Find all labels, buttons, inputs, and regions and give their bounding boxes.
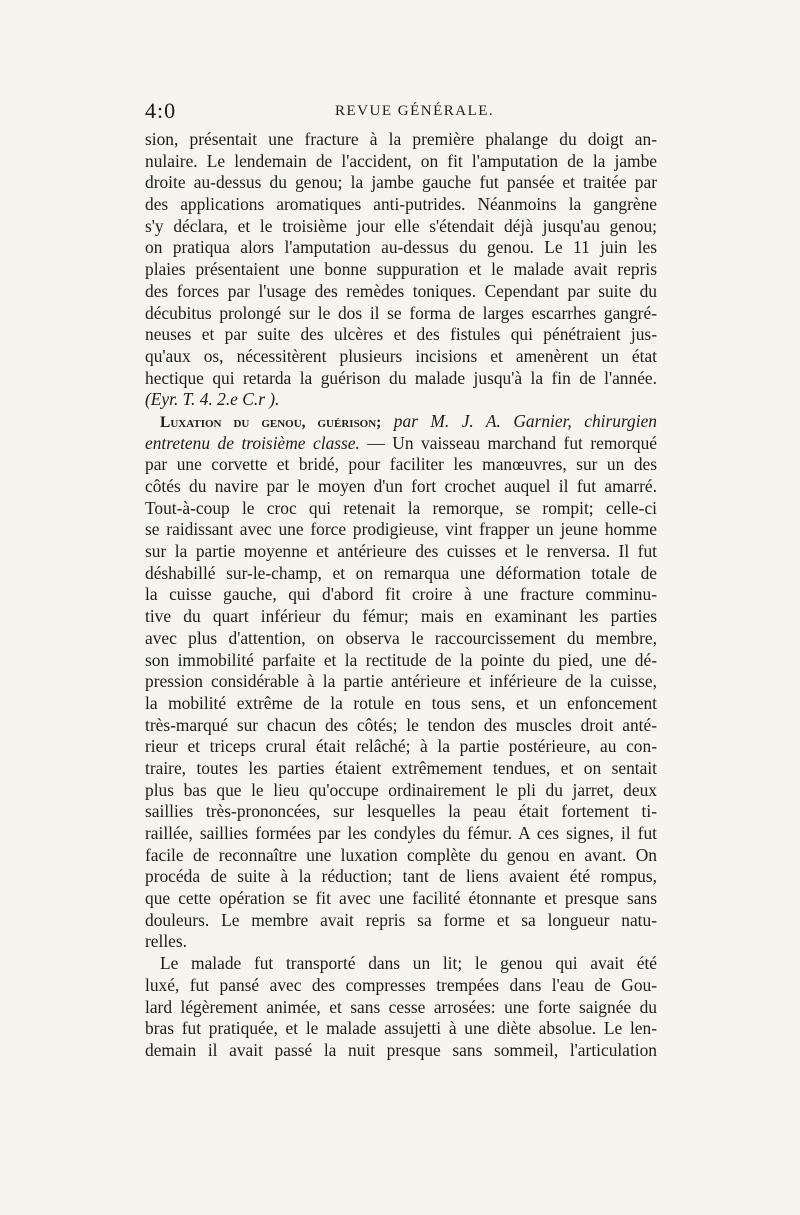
text-line: pression considérable à la partie antérieure et inférieure de la cuisse, [145, 671, 657, 692]
text-line: hectique qui retarda la guérison du malade jusqu'à la fin de l'année. [145, 367, 657, 388]
text-line: lard légèrement animée, et sans cesse arrosées: une forte saignée du [145, 996, 657, 1017]
text-line: demain il avait passé la nuit presque sans sommeil, l'articulation [145, 1039, 657, 1060]
paragraph-start: Le malade fut transporté dans un lit; le genou qui avait été [160, 953, 657, 974]
text-line: par une corvette et bridé, pour faciliter les manœuvres, sur un des [145, 454, 657, 475]
body-text [145, 129, 657, 1062]
text-line: sion, présentait une fracture à la première phalange du doigt an- [145, 129, 657, 149]
text-line: procéda de suite à la réduction; tant de liens avaient été rompus, [145, 866, 657, 887]
page-number: 4:0 [145, 98, 177, 123]
text-line: déshabillé sur-le-champ, et on remarqua une déformation totale de [145, 562, 657, 583]
text-line: on pratiqua alors l'amputation au-dessus du genou. Le 11 juin les [145, 237, 657, 258]
text-line: très-marqué sur chacun des côtés; le tendon des muscles droit anté- [145, 714, 657, 735]
text-line: qu'aux os, nécessitèrent plusieurs incisions et amenèrent un état [145, 345, 657, 366]
text-line: nulaire. Le lendemain de l'accident, on fit l'amputation de la jambe [145, 150, 657, 171]
text-span: — Un vaisseau marchand fut remorqué [359, 432, 657, 453]
text-line: neuses et par suite des ulcères et des fistules qui pénétraient jus- [145, 324, 657, 345]
text-line: rieur et triceps crural était relâché; à la partie postérieure, au con- [145, 736, 657, 757]
text-line: que cette opération se fit avec une facilité étonnante et presque sans [145, 888, 657, 909]
text-line: bras fut pratiquée, et le malade assujetti à une diète absolue. Le len- [145, 1018, 657, 1039]
text-line: traire, toutes les parties étaient extrêmement tendues, et on sentait [145, 757, 657, 778]
text-line: relles. [145, 931, 188, 952]
running-head: REVUE GÉNÉRALE. [335, 103, 495, 119]
text-line: facile de reconnaître une luxation complète du genou en avant. On [145, 844, 657, 865]
text-line: côtés du navire par le moyen d'un fort crochet auquel il fut amarré. [145, 476, 657, 496]
source-citation: (Eyr. T. 4. 2.e C.r ). [145, 389, 280, 410]
text-line: des applications aromatiques anti-putrides. Néanmoins la gangrène [145, 194, 657, 215]
text-line: raillée, saillies formées par les condyles du fémur. A ces signes, il fut [145, 823, 657, 843]
text-line: luxé, fut pansé avec des compresses trempées dans l'eau de Gou- [145, 974, 657, 995]
text-line: droite au-dessus du genou; la jambe gauche fut pansée et traitée par [145, 172, 657, 193]
text-line: plaies présentaient une bonne suppuration et le malade avait repris [145, 259, 657, 280]
text-line: s'y déclara, et le troisième jour elle s'étendait déjà jusqu'au genou; [145, 215, 657, 236]
section-heading: Luxation du genou, guérison; [160, 413, 382, 431]
page-header [145, 96, 657, 126]
text-line: tive du quart inférieur du fémur; mais en examinant les parties [145, 606, 657, 627]
author-credit: par M. J. A. Garnier, chirurgien [381, 410, 658, 431]
text-line [145, 433, 657, 455]
text-line: saillies très-prononcées, sur lesquelles la peau était fortement ti- [145, 801, 657, 822]
text-line: la cuisse gauche, qui d'abord fit croire à une fracture comminu- [145, 584, 657, 605]
text-line: des forces par l'usage des remèdes toniques. Cependant par suite du [145, 280, 657, 301]
text-line: décubitus prolongé sur le dos il se forma de larges escarrhes gangré- [145, 302, 657, 323]
section-heading-line [145, 411, 657, 433]
text-line: douleurs. Le membre avait repris sa forme et sa longueur natu- [145, 909, 657, 930]
text-line: avec plus d'attention, on observa le raccourcissement du membre, [145, 627, 657, 648]
author-rank: entretenu de troisième classe. [145, 432, 360, 453]
text-line: son immobilité parfaite et la rectitude de la pointe du pied, une dé- [145, 649, 657, 670]
text-line: Tout-à-coup le croc qui retenait la remorque, se rompit; celle-ci [145, 497, 657, 518]
text-line: se raidissant avec une force prodigieuse, vint frapper un jeune homme [145, 519, 657, 540]
text-line: sur la partie moyenne et antérieure des cuisses et le renversa. Il fut [145, 541, 657, 562]
text-line: la mobilité extrême de la rotule en tous sens, et un enfoncement [145, 692, 657, 713]
text-line: plus bas que le lieu qu'occupe ordinairement le pli du jarret, deux [145, 779, 657, 800]
